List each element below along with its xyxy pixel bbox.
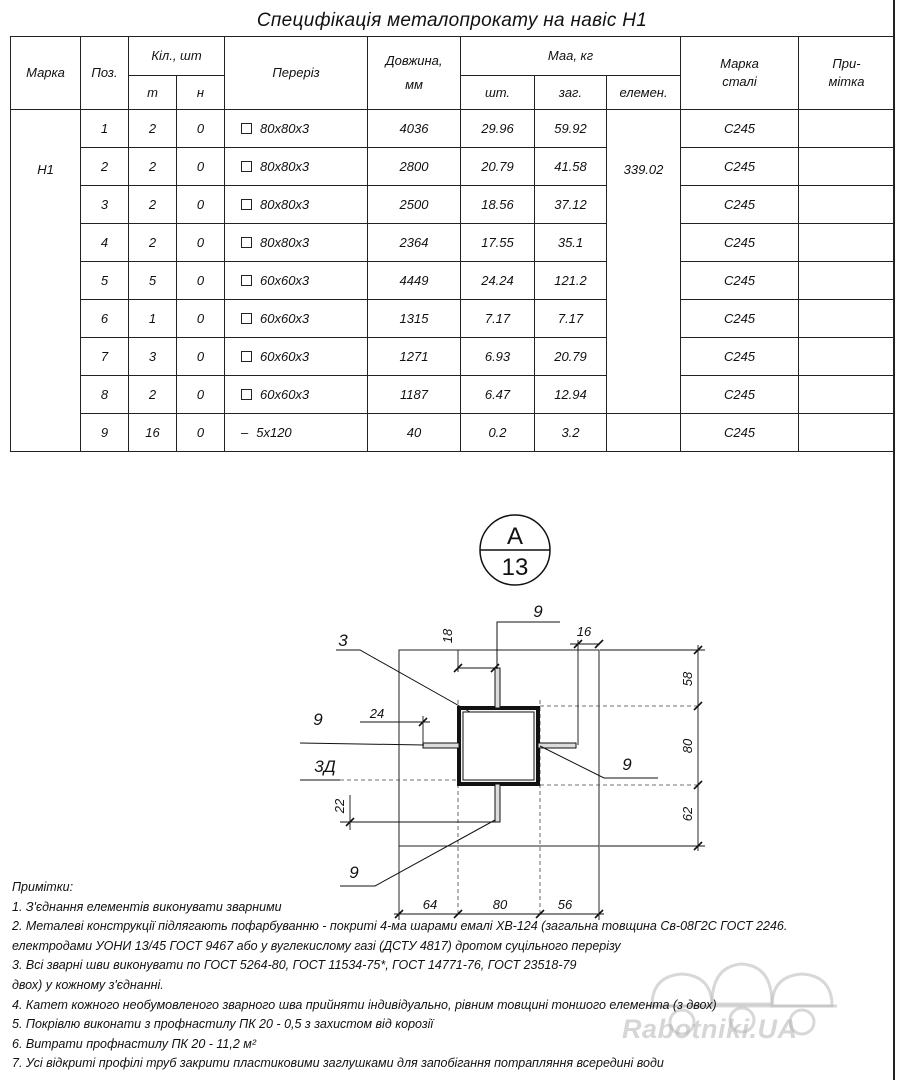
cell-steel: С245 <box>681 110 799 148</box>
cell-steel: С245 <box>681 262 799 300</box>
header-qty-n: н <box>177 76 225 110</box>
rib-bottom <box>495 784 500 822</box>
square-tube-inner <box>463 712 534 780</box>
cell-steel: С245 <box>681 224 799 262</box>
cell-qty-t: 3 <box>129 338 177 376</box>
cell-mass-total: 20.79 <box>535 338 607 376</box>
dim-80-horizontal: 80 <box>492 897 508 912</box>
header-length-unit: мм <box>405 77 423 92</box>
dim-62: 62 <box>680 806 695 822</box>
note-line: 5. Покрівлю виконати з профнастилу ПК 20 - 0,5 з захистом від корозії <box>12 1017 434 1032</box>
note-line: 2. Металеві конструкції підлягають пофарбуванню - покриті 4-ма шарами емалі ХВ-124 (загальна товщина Св-08Г2С ГОСТ 2246. <box>12 919 788 934</box>
dim-24: 24 <box>369 706 385 721</box>
cell-steel: С245 <box>681 300 799 338</box>
cell-steel: С245 <box>681 414 799 452</box>
cell-steel: С245 <box>681 148 799 186</box>
section-value: 60x60x3 <box>260 311 310 326</box>
section-value: 80x80x3 <box>260 235 310 250</box>
cell-mass-pc: 24.24 <box>461 262 535 300</box>
cell-length: 4449 <box>368 262 461 300</box>
cell-qty-t: 2 <box>129 376 177 414</box>
cell-qty-t: 1 <box>129 300 177 338</box>
cell-length: 2800 <box>368 148 461 186</box>
notes-block <box>12 878 892 1074</box>
callout-3: 3 <box>338 631 348 650</box>
header-mark: Марка <box>11 37 81 110</box>
cell-steel: С245 <box>681 376 799 414</box>
watermark-text: Rabotniki.UA <box>622 1014 798 1044</box>
cell-qty-n: 0 <box>177 186 225 224</box>
cell-qty-n: 0 <box>177 414 225 452</box>
callout-9-right: 9 <box>622 755 632 774</box>
section-value: 60x60x3 <box>260 273 310 288</box>
cell-pos: 8 <box>81 376 129 414</box>
header-mass: Маа, кг <box>461 37 681 76</box>
callout-3d: 3Д <box>314 757 336 776</box>
note-line: двох) у кожному з'єднанні. <box>12 977 164 992</box>
note-line: 3. Всі зварні шви виконувати по ГОСТ 5264-80, ГОСТ 11534-75*, ГОСТ 14771-76, ГОСТ 23518-79 <box>12 958 577 973</box>
header-steel-line2: сталі <box>722 74 757 89</box>
cell-mass-pc: 6.47 <box>461 376 535 414</box>
callout-9-top: 9 <box>533 602 543 621</box>
cell-mass-total: 7.17 <box>535 300 607 338</box>
dim-64: 64 <box>422 897 438 912</box>
cell-pos: 7 <box>81 338 129 376</box>
cell-qty-n: 0 <box>177 110 225 148</box>
section-value: 5x120 <box>256 425 292 440</box>
section-value: 60x60x3 <box>260 387 310 402</box>
cell-qty-n: 0 <box>177 376 225 414</box>
cell-mass-pc: 0.2 <box>461 414 535 452</box>
cell-qty-n: 0 <box>177 148 225 186</box>
section-value: 60x60x3 <box>260 349 310 364</box>
header-length-label: Довжина, <box>385 53 443 68</box>
cell-qty-n: 0 <box>177 262 225 300</box>
dim-18: 18 <box>440 628 455 644</box>
cell-mass-total: 12.94 <box>535 376 607 414</box>
section-value: 80x80x3 <box>260 121 310 136</box>
cell-mass-pc: 18.56 <box>461 186 535 224</box>
cell-length: 2364 <box>368 224 461 262</box>
dim-58: 58 <box>680 671 695 687</box>
header-qty: Кіл., шт <box>129 37 225 76</box>
cell-qty-t: 2 <box>129 110 177 148</box>
cell-mark: Н1 <box>11 110 81 452</box>
cell-mass-pc: 20.79 <box>461 148 535 186</box>
header-mass-elem: елемен. <box>607 76 681 110</box>
cell-mass-pc: 6.93 <box>461 338 535 376</box>
cell-qty-t: 2 <box>129 186 177 224</box>
note-line: 4. Катет кожного необумовленого зварного шва прийняти індивідуально, рівним товщині тоншого елемента (з двох) <box>12 997 717 1012</box>
section-value: 80x80x3 <box>260 197 310 212</box>
cell-pos: 3 <box>81 186 129 224</box>
plate-dash-icon: – <box>241 425 249 440</box>
cell-qty-t: 2 <box>129 224 177 262</box>
notes-heading: Примітки: <box>12 880 74 894</box>
dim-22: 22 <box>332 798 347 814</box>
cell-pos: 1 <box>81 110 129 148</box>
header-qty-t: т <box>129 76 177 110</box>
cell-qty-t: 16 <box>129 414 177 452</box>
dim-80-vertical: 80 <box>680 738 695 754</box>
node-sheet: 13 <box>501 554 529 581</box>
cell-mass-total: 59.92 <box>535 110 607 148</box>
cell-length: 1187 <box>368 376 461 414</box>
cell-length: 2500 <box>368 186 461 224</box>
cell-mass-pc: 17.55 <box>461 224 535 262</box>
cell-qty-n: 0 <box>177 300 225 338</box>
table-title: Специфікація металопрокату на навіс Н1 <box>256 10 648 31</box>
header-note-line2: мітка <box>828 74 865 89</box>
note-line: електродами УОНИ 13/45 ГОСТ 9467 або у вуглекислому газі (ДСТУ 4817) дротом суцільного перерізу <box>12 938 621 953</box>
cell-qty-n: 0 <box>177 338 225 376</box>
callout-9-bottom: 9 <box>349 863 359 882</box>
cell-steel: С245 <box>681 338 799 376</box>
rib-left <box>423 743 459 748</box>
header-section: Переріз <box>225 37 368 110</box>
cell-pos: 4 <box>81 224 129 262</box>
callout-9-left: 9 <box>313 710 323 729</box>
rib-right <box>538 743 576 748</box>
cell-mass-total: 37.12 <box>535 186 607 224</box>
header-pos: Поз. <box>81 37 129 110</box>
cell-mass-pc: 29.96 <box>461 110 535 148</box>
note-line: 1. З'єднання елементів виконувати зварними <box>12 899 282 914</box>
cell-qty-t: 2 <box>129 148 177 186</box>
cell-mass-total: 121.2 <box>535 262 607 300</box>
cell-mass-element: 339.02 <box>607 110 681 414</box>
note-line: 6. Витрати профнастилу ПК 20 - 11,2 м² <box>12 1036 257 1051</box>
cell-pos: 2 <box>81 148 129 186</box>
cell-mass-total: 41.58 <box>535 148 607 186</box>
note-line: 7. Усі відкриті профілі труб закрити пластиковими заглушками для запобігання потрапляння всередині води <box>12 1056 664 1071</box>
cell-length: 4036 <box>368 110 461 148</box>
header-mass-pc: шт. <box>461 76 535 110</box>
header-mass-total: заг. <box>535 76 607 110</box>
cell-qty-n: 0 <box>177 224 225 262</box>
cell-steel: С245 <box>681 186 799 224</box>
section-value: 80x80x3 <box>260 159 310 174</box>
cell-qty-t: 5 <box>129 262 177 300</box>
cell-mass-total: 35.1 <box>535 224 607 262</box>
node-marker <box>480 515 550 585</box>
cell-mass-total: 3.2 <box>535 414 607 452</box>
cell-length: 40 <box>368 414 461 452</box>
cell-pos: 9 <box>81 414 129 452</box>
rib-top <box>495 668 500 708</box>
header-steel-line1: Марка <box>720 56 759 71</box>
cell-pos: 6 <box>81 300 129 338</box>
cell-pos: 5 <box>81 262 129 300</box>
cell-mass-pc: 7.17 <box>461 300 535 338</box>
dim-16: 16 <box>576 624 592 639</box>
dim-56: 56 <box>557 897 573 912</box>
cell-length: 1315 <box>368 300 461 338</box>
node-letter: А <box>506 523 524 550</box>
cell-length: 1271 <box>368 338 461 376</box>
header-note-line1: При- <box>832 56 861 71</box>
